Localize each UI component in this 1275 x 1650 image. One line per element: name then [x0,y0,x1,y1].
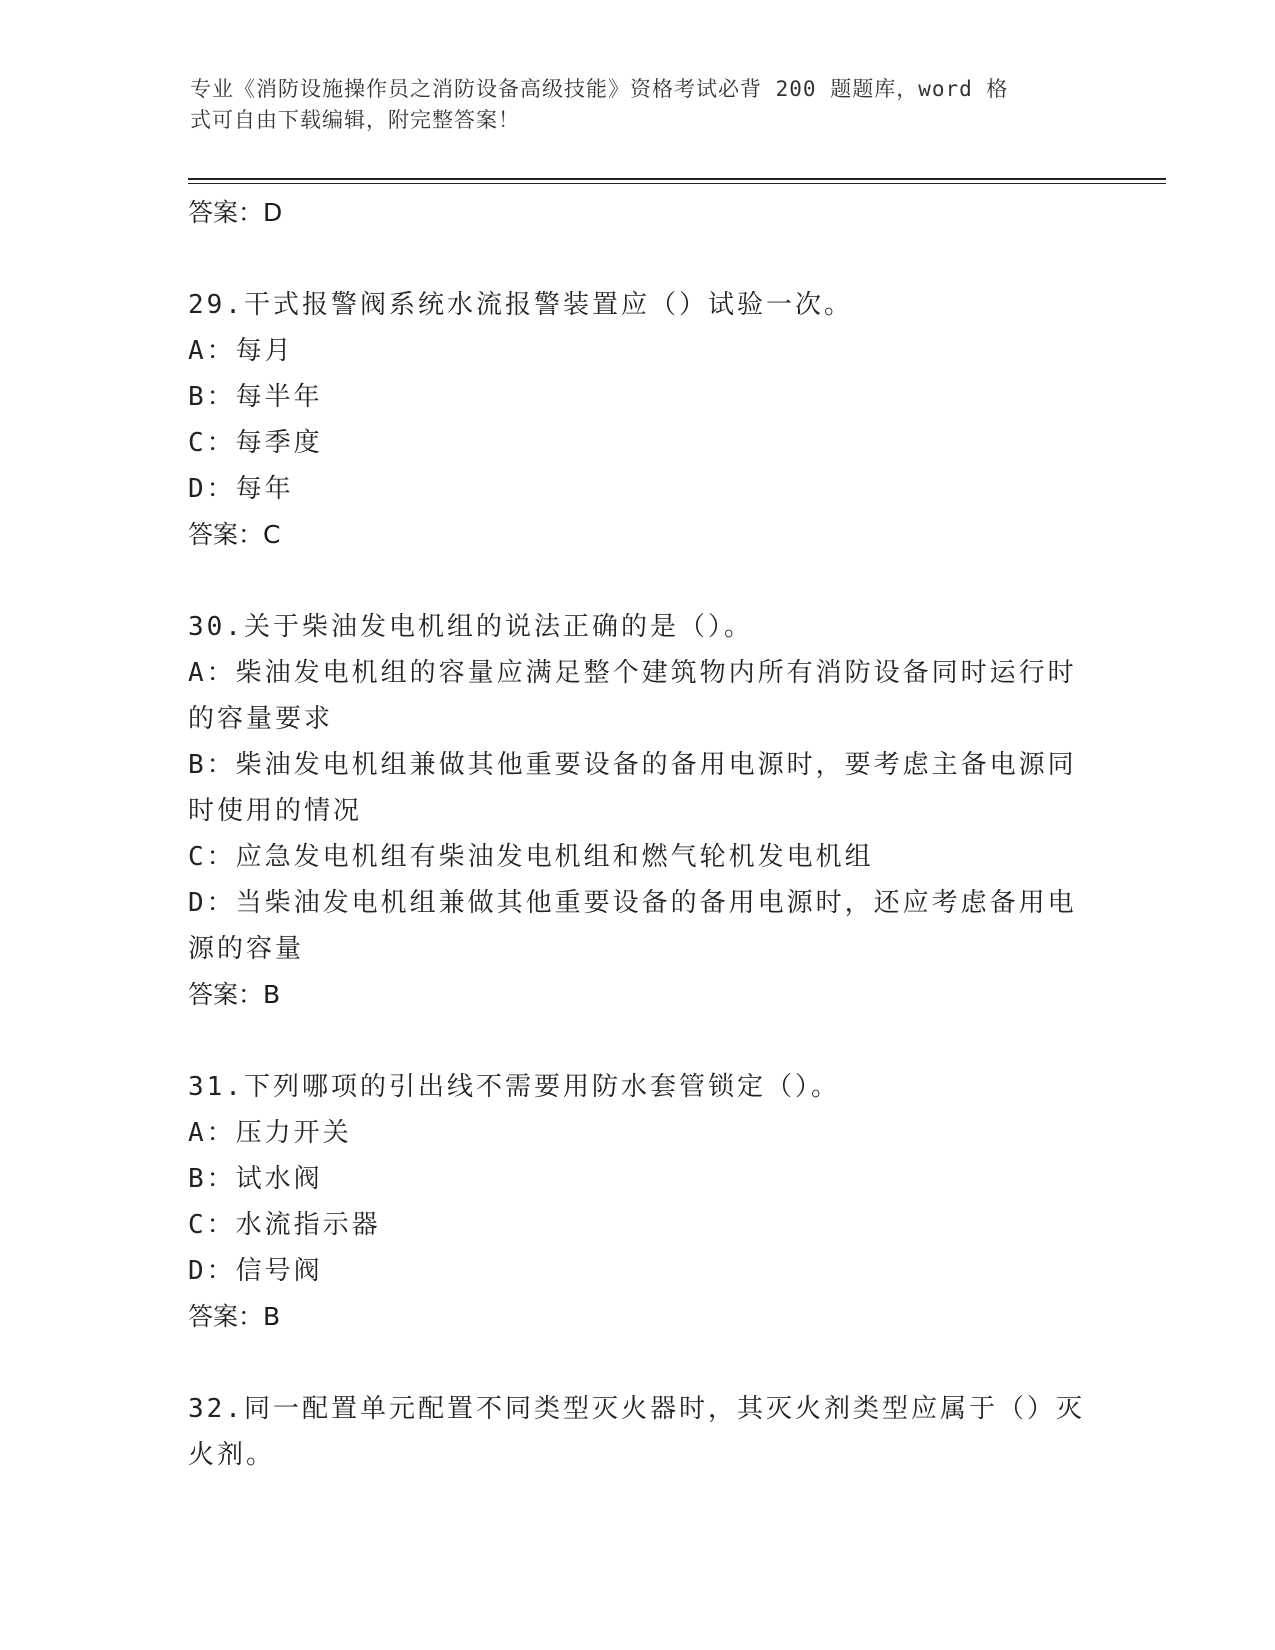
question-31 [188,1064,1088,1340]
option-a: A：压力开关 [188,1118,352,1148]
document-header [190,74,1070,136]
question-text: 31.下列哪项的引出线不需要用防水套管锁定（）。 [188,1072,840,1102]
question-text: 29.干式报警阀系统水流报警装置应（）试验一次。 [188,290,853,320]
option-d: D：信号阀 [188,1256,323,1286]
header-divider-thick [188,178,1166,180]
option-b-line-1: B：柴油发电机组兼做其他重要设备的备用电源时，要考虑主备电源同 [188,750,1077,780]
question-text-line-2: 火剂。 [188,1440,276,1470]
header-line-2: 式可自由下载编辑，附完整答案！ [190,108,520,132]
option-d-line-2: 源的容量 [188,934,305,964]
header-line-1: 专业《消防设施操作员之消防设备高级技能》资格考试必背 200 题题库，word 格 [190,77,1009,101]
option-d: D：每年 [188,474,294,504]
option-b: B：每半年 [188,382,323,412]
answer: 答案：B [188,980,281,1009]
option-c: C：水流指示器 [188,1210,381,1240]
option-a-line-2: 的容量要求 [188,704,334,734]
question-list [188,190,1088,1478]
previous-answer: 答案：D [188,198,283,227]
question-29 [188,282,1088,558]
question-32 [188,1386,1088,1478]
option-b: B：试水阀 [188,1164,323,1194]
answer: 答案：B [188,1302,281,1331]
question-text: 30.关于柴油发电机组的说法正确的是（）。 [188,612,753,642]
answer: 答案：C [188,520,281,549]
question-30 [188,604,1088,1018]
option-a: A：每月 [188,336,294,366]
option-a-line-1: A：柴油发电机组的容量应满足整个建筑物内所有消防设备同时运行时 [188,658,1077,688]
option-c: C：每季度 [188,428,323,458]
option-b-line-2: 时使用的情况 [188,796,363,826]
option-c: C：应急发电机组有柴油发电机组和燃气轮机发电机组 [188,842,874,872]
question-text-line-1: 32.同一配置单元配置不同类型灭火器时，其灭火剂类型应属于（）灭 [188,1394,1085,1424]
header-divider-thin [188,183,1166,184]
option-d-line-1: D：当柴油发电机组兼做其他重要设备的备用电源时，还应考虑备用电 [188,888,1077,918]
